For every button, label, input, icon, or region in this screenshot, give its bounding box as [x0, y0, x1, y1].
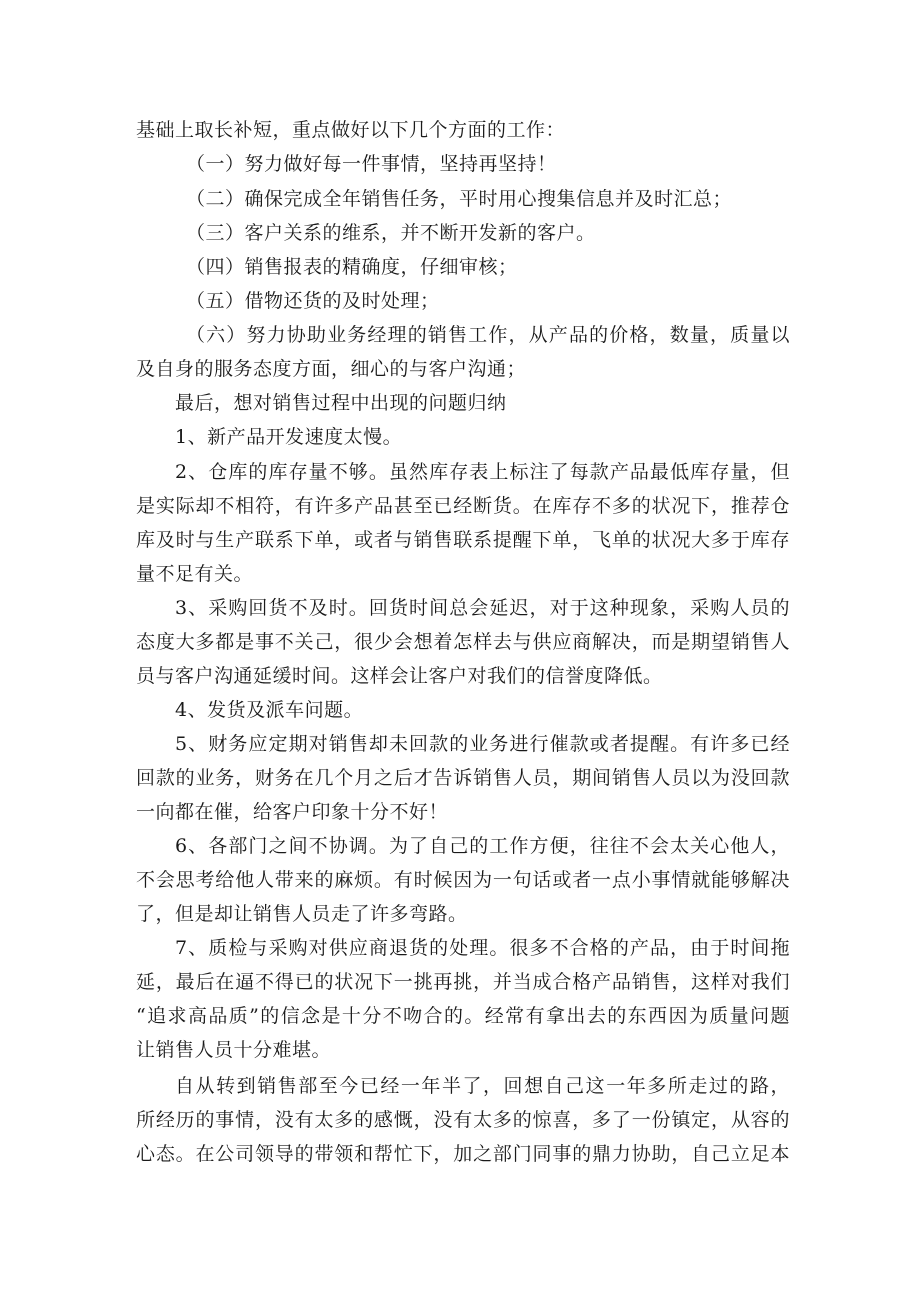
text-line: 基础上取长补短，重点做好以下几个方面的工作：	[136, 119, 566, 141]
text-line: 员与客户沟通延缓时间。这样会让客户对我们的信誉度降低。	[136, 665, 663, 687]
list-item: （二）确保完成全年销售任务，平时用心搜集信息并及时汇总；	[186, 188, 733, 210]
text-line: “追求高品质”的信念是十分不吻合的。经常有拿出去的东西因为质量问题	[136, 1005, 790, 1027]
text-line: 自从转到销售部至今已经一年半了，回想自己这一年多所走过的路，	[175, 1075, 790, 1097]
list-item: （三）客户关系的维系，并不断开发新的客户。	[186, 222, 596, 244]
text-line: 不会思考给他人带来的麻烦。有时候因为一句话或者一点小事情就能够解决	[136, 869, 790, 891]
text-line: 最后，想对销售过程中出现的问题归纳	[175, 392, 507, 414]
list-item: （一）努力做好每一件事情，坚持再坚持！	[186, 153, 557, 175]
text-line: 回款的业务，财务在几个月之后才告诉销售人员，期间销售人员以为没回款	[136, 767, 790, 789]
text-line: 态度大多都是事不关己，很少会想着怎样去与供应商解决，而是期望销售人	[136, 631, 790, 653]
numbered-item: 2、仓库的库存量不够。虽然库存表上标注了每款产品最低库存量，但	[175, 461, 790, 483]
text-line: 了，但是却让销售人员走了许多弯路。	[136, 903, 468, 925]
text-line: 库及时与生产联系下单，或者与销售联系提醒下单，飞单的状况大多于库存	[136, 529, 790, 551]
text-line: 及自身的服务态度方面，细心的与客户沟通；	[136, 358, 527, 380]
text-line: 量不足有关。	[136, 563, 254, 585]
text-line: 延，最后在逼不得已的状况下一挑再挑，并当成合格产品销售，这样对我们	[136, 971, 790, 993]
text-line: 心态。在公司领导的带领和帮忙下，加之部门同事的鼎力协助，自己立足本	[136, 1143, 790, 1165]
list-item: （四）销售报表的精确度，仔细审核；	[186, 256, 518, 278]
list-item: （五）借物还货的及时处理；	[186, 290, 440, 312]
text-line: 一向都在催，给客户印象十分不好！	[136, 801, 449, 823]
text-line: 所经历的事情，没有太多的感慨，没有太多的惊喜，多了一份镇定，从容的	[136, 1109, 790, 1131]
numbered-item: 6、各部门之间不协调。为了自己的工作方便，往往不会太关心他人，	[175, 835, 790, 857]
text-line: 让销售人员十分难堪。	[136, 1039, 332, 1061]
numbered-item: 5、财务应定期对销售却未回款的业务进行催款或者提醒。有许多已经	[175, 733, 790, 755]
numbered-item: 4、发货及派车问题。	[175, 699, 364, 721]
list-item: （六）努力协助业务经理的销售工作，从产品的价格，数量，质量以	[186, 324, 790, 346]
text-line: 是实际却不相符，有许多产品甚至已经断货。在库存不多的状况下，推荐仓	[136, 495, 790, 517]
numbered-item: 1、新产品开发速度太慢。	[175, 426, 403, 448]
numbered-item: 3、采购回货不及时。回货时间总会延迟，对于这种现象，采购人员的	[175, 597, 790, 619]
numbered-item: 7、质检与采购对供应商退货的处理。很多不合格的产品，由于时间拖	[175, 937, 790, 959]
